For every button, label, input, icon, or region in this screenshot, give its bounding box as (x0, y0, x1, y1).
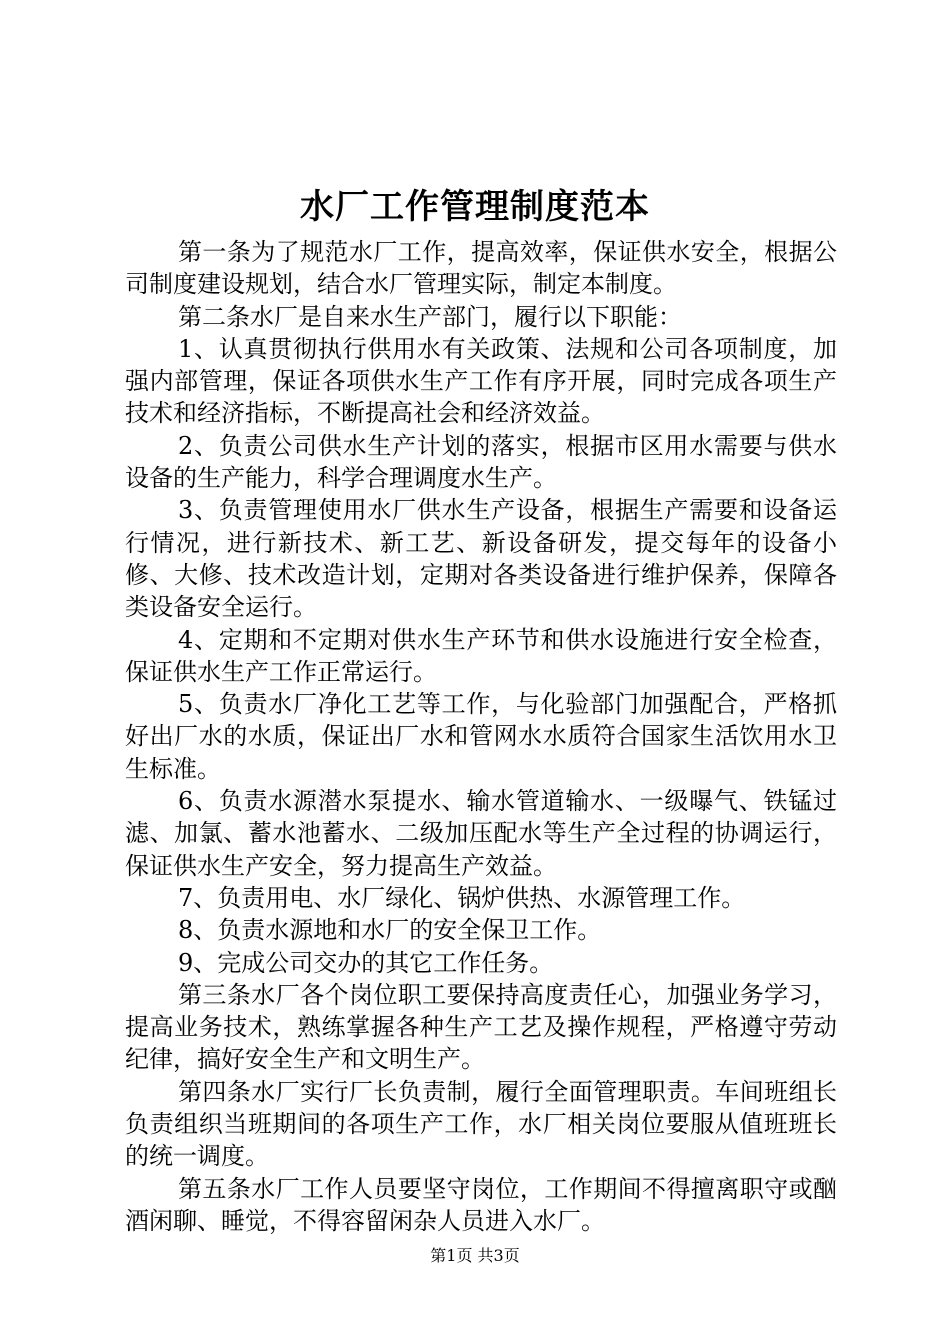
paragraph-duty-4: 4、定期和不定期对供水生产环节和供水设施进行安全检查，保证供水生产工作正常运行。 (125, 625, 837, 686)
paragraph-duty-5: 5、负责水厂净化工艺等工作，与化验部门加强配合，严格抓好出厂水的水质，保证出厂水和管网水水质符合国家生活饮用水卫生标准。 (125, 690, 837, 783)
paragraph-duty-3: 3、负责管理使用水厂供水生产设备，根据生产需要和设备运行情况，进行新技术、新工艺、新设备研发，提交每年的设备小修、大修、技术改造计划，定期对各类设备进行维护保养，保障各类设备安全运行。 (125, 496, 837, 622)
page-number-footer: 第1页 共3页 (430, 1246, 520, 1265)
paragraph-duty-2: 2、负责公司供水生产计划的落实，根据市区用水需要与供水设备的生产能力，科学合理调度水生产。 (125, 431, 837, 493)
document-body (125, 236, 837, 1237)
paragraph-article-4: 第四条水厂实行厂长负责制，履行全面管理职责。车间班组长负责组织当班期间的各项生产工作，水厂相关岗位要服从值班班长的统一调度。 (125, 1077, 837, 1171)
paragraph-duty-1: 1、认真贯彻执行供用水有关政策、法规和公司各项制度，加强内部管理，保证各项供水生产工作有序开展，同时完成各项生产技术和经济指标，不断提高社会和经济效益。 (125, 334, 837, 428)
paragraph-duty-7: 7、负责用电、水厂绿化、锅炉供热、水源管理工作。 (178, 883, 746, 912)
paragraph-article-1: 第一条为了规范水厂工作，提高效率，保证供水安全，根据公司制度建设规划，结合水厂管理实际，制定本制度。 (125, 238, 837, 299)
document-title: 水厂工作管理制度范本 (300, 187, 650, 227)
paragraph-article-3: 第三条水厂各个岗位职工要保持高度责任心，加强业务学习，提高业务技术，熟练掌握各种生产工艺及操作规程，严格遵守劳动纪律，搞好安全生产和文明生产。 (125, 980, 837, 1074)
paragraph-article-5: 第五条水厂工作人员要坚守岗位，工作期间不得擅离职守或酗酒闲聊、睡觉，不得容留闲杂人员进入水厂。 (125, 1174, 837, 1235)
paragraph-duty-6: 6、负责水源潜水泵提水、输水管道输水、一级曝气、铁锰过滤、加氯、蓄水池蓄水、二级加压配水等生产全过程的协调运行，保证供水生产安全，努力提高生产效益。 (125, 787, 837, 880)
paragraph-duty-8: 8、负责水源地和水厂的安全保卫工作。 (178, 916, 602, 945)
paragraph-article-2: 第二条水厂是自来水生产部门，履行以下职能： (178, 302, 682, 331)
paragraph-duty-9: 9、完成公司交办的其它工作任务。 (178, 948, 554, 977)
